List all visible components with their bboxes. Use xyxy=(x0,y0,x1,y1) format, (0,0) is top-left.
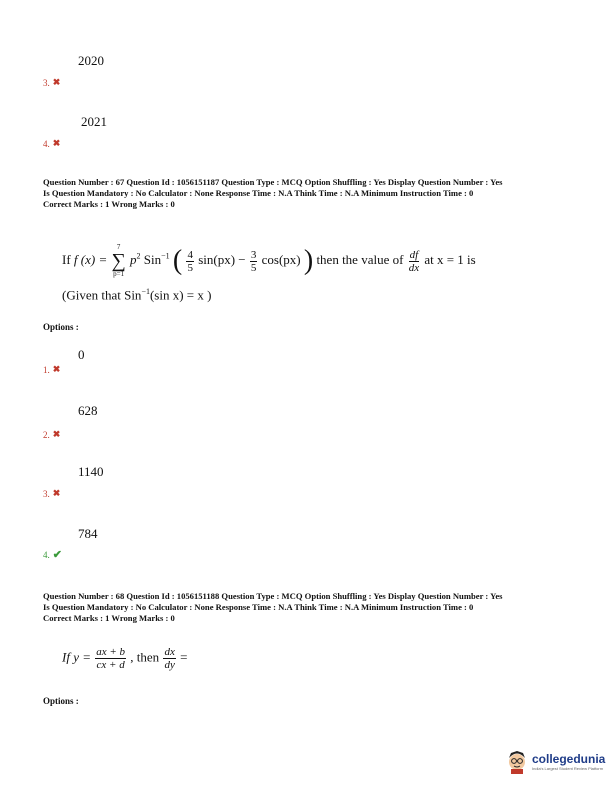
sum-lower: p=1 xyxy=(113,270,125,278)
denominator: dx xyxy=(408,261,420,274)
option-number xyxy=(43,138,60,149)
superscript: −1 xyxy=(141,287,150,296)
option-value: 784 xyxy=(78,526,98,541)
paren-open-icon: ( xyxy=(172,245,183,276)
question-stem xyxy=(62,243,476,279)
meta-line: Is Question Mandatory : No Calculator : None Response Time : N.A Think Time : N.A Minimum Instruction Time : 0 xyxy=(43,602,474,612)
meta-line: Question Number : 67 Question Id : 1056151187 Question Type : MCQ Option Shuffling : Yes Display Question Number : Yes xyxy=(43,177,503,187)
meta-line: Correct Marks : 1 Wrong Marks : 0 xyxy=(43,199,175,209)
cross-icon: ✖ xyxy=(52,364,61,374)
option-index: 2. xyxy=(43,429,50,440)
denominator: 5 xyxy=(187,261,193,274)
numerator: 4 xyxy=(187,248,193,261)
cross-icon: ✖ xyxy=(52,429,61,439)
meta-line: Is Question Mandatory : No Calculator : None Response Time : N.A Think Time : N.A Minimum Instruction Time : 0 xyxy=(43,188,474,198)
superscript: −1 xyxy=(161,251,170,261)
option-value: 0 xyxy=(78,347,85,362)
option-number xyxy=(43,429,60,440)
stem-text: sin(px) − xyxy=(198,251,246,267)
cross-icon: ✖ xyxy=(52,138,61,148)
fraction xyxy=(186,249,194,274)
checkmark-icon: ✔ xyxy=(52,549,62,561)
question-meta xyxy=(43,177,503,210)
question-meta xyxy=(43,591,503,624)
options-label: Options : xyxy=(43,322,79,332)
stem-text: at x = 1 is xyxy=(424,251,476,267)
logo-name: collegedunia xyxy=(532,751,606,766)
logo-text xyxy=(532,752,605,771)
fraction xyxy=(95,646,126,671)
question-given xyxy=(62,287,211,303)
summation xyxy=(111,243,125,279)
denominator: cx + d xyxy=(96,659,125,671)
numerator: 3 xyxy=(250,248,257,261)
stem-text: cos(px) xyxy=(261,251,301,267)
sum-upper: 7 xyxy=(116,243,121,251)
stem-text: Sin xyxy=(143,251,162,267)
option-number xyxy=(43,548,62,561)
sigma-icon: ∑ xyxy=(111,250,126,272)
option-number xyxy=(43,488,60,499)
options-label: Options : xyxy=(43,696,79,706)
mascot-icon xyxy=(506,748,528,774)
stem-text: If xyxy=(62,251,71,267)
option-value: 1140 xyxy=(78,464,104,479)
option-number xyxy=(43,364,60,375)
stem-text: f (x) = xyxy=(73,251,108,267)
numerator: dx xyxy=(164,646,175,658)
stem-text: then the value of xyxy=(316,251,404,267)
fraction xyxy=(250,249,258,274)
numerator: df xyxy=(409,248,419,261)
stem-text: , then xyxy=(130,649,160,665)
superscript: 2 xyxy=(136,251,141,261)
meta-line: Question Number : 68 Question Id : 1056151188 Question Type : MCQ Option Shuffling : Yes Display Question Number : Yes xyxy=(43,591,503,601)
option-index: 3. xyxy=(43,488,50,499)
question-stem xyxy=(62,646,187,671)
option-index: 4. xyxy=(43,549,50,560)
option-index: 3. xyxy=(43,77,50,88)
option-index: 1. xyxy=(43,364,50,375)
option-value: 2021 xyxy=(81,114,107,129)
denominator: 5 xyxy=(250,261,257,274)
stem-text: = xyxy=(180,649,188,665)
option-index: 4. xyxy=(43,138,50,149)
paren-close-icon: ) xyxy=(303,245,314,276)
cross-icon: ✖ xyxy=(52,77,61,87)
collegedunia-logo xyxy=(506,748,605,774)
cross-icon: ✖ xyxy=(52,488,61,498)
logo-tagline: India's Largest Student Review Platform xyxy=(532,765,604,771)
fraction xyxy=(163,646,175,671)
numerator: ax + b xyxy=(96,646,126,658)
stem-text: (sin x) = x ) xyxy=(149,287,212,303)
option-value: 628 xyxy=(78,403,98,418)
denominator: dy xyxy=(164,659,175,671)
stem-text: p xyxy=(130,251,137,267)
option-value: 2020 xyxy=(78,53,104,68)
meta-line: Correct Marks : 1 Wrong Marks : 0 xyxy=(43,613,175,623)
fraction xyxy=(408,249,420,274)
stem-text: If y = xyxy=(62,649,91,665)
stem-text: (Given that Sin xyxy=(62,287,142,303)
option-number xyxy=(43,77,60,88)
